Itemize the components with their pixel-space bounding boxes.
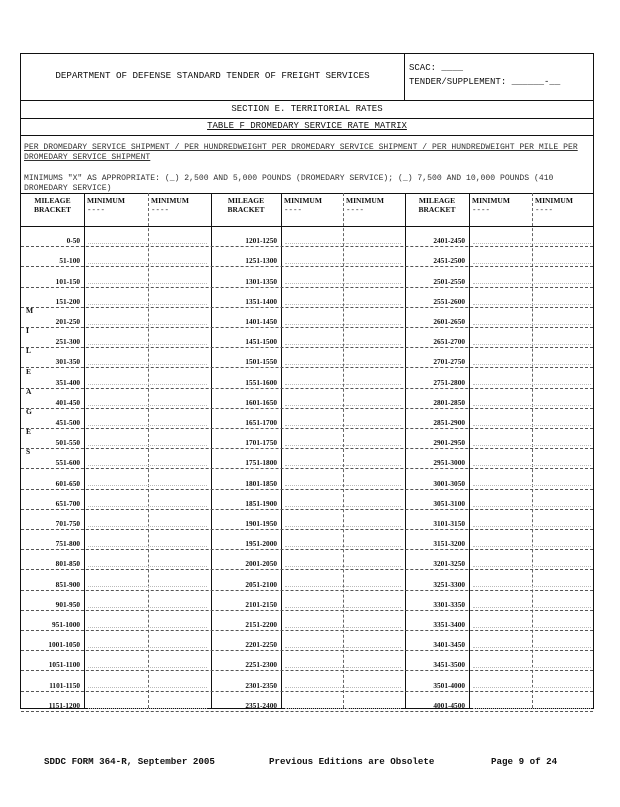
table-row [21,530,593,550]
minimum-rate-cell[interactable] [152,393,207,406]
table-row [21,328,593,348]
table-row [21,288,593,308]
mileage-bracket-cell: 351-400 [55,377,80,387]
minimum-rate-cell[interactable] [347,494,401,507]
minimum-header [284,196,322,216]
mileage-bracket-cell: 1651-1700 [245,417,277,427]
mileage-bracket-header: MILEAGE BRACKET [227,196,265,214]
minimum-rate-cell[interactable] [152,231,207,244]
table-row [21,469,593,489]
minimum-rate-cell[interactable] [536,332,591,345]
minimum-rate-cell[interactable] [152,615,207,628]
minimum-rate-cell[interactable] [536,271,591,284]
mileage-bracket-cell: 151-200 [55,296,80,306]
table-row [21,550,593,570]
minimum-label: MINIMUM [535,196,573,205]
mileage-bracket-cell: 2851-2900 [433,417,465,427]
minimum-rate-cell[interactable] [347,413,401,426]
table-row [21,651,593,671]
minimum-rate-cell[interactable] [536,453,591,466]
minimum-rate-cell[interactable] [536,574,591,587]
grid-top-rule [21,193,593,194]
minimum-label: MINIMUM [151,196,189,205]
mileage-bracket-cell: 1201-1250 [245,236,277,246]
mileage-bracket-cell: 0-50 [66,236,80,246]
mileage-bracket-cell: 3201-3250 [433,559,465,569]
mileage-bracket-cell: 301-350 [55,357,80,367]
mileage-bracket-cell: 3251-3300 [433,579,465,589]
minimum-rate-cell[interactable] [347,675,401,688]
mileage-bracket-cell: 3001-3050 [433,478,465,488]
mileage-bracket-cell: 2251-2300 [245,660,277,670]
mileage-bracket-cell: 1151-1200 [48,700,80,710]
minimum-rate-cell[interactable] [536,615,591,628]
minimum-rate-cell[interactable] [152,473,207,486]
page-number: Page 9 of 24 [491,756,558,767]
mileage-bracket-cell: 501-550 [55,438,80,448]
minimum-dash: ---- [87,207,106,215]
mileage-bracket-header: MILEAGE BRACKET [418,196,456,214]
minimum-rate-cell[interactable] [152,574,207,587]
mileage-bracket-cell: 1901-1950 [245,518,277,528]
section-title: SECTION E. TERRITORIAL RATES [21,100,593,119]
mileage-bracket-cell: 1701-1750 [245,438,277,448]
minimum-rate-cell[interactable] [347,696,401,709]
minimum-rate-cell[interactable] [536,595,591,608]
minimum-label: MINIMUM [346,196,384,205]
minimum-rate-cell[interactable] [152,312,207,325]
mileage-bracket-cell: 2951-3000 [433,458,465,468]
table-title [21,118,593,136]
mileage-bracket-cell: 1451-1500 [245,337,277,347]
minimum-rate-cell[interactable] [536,696,591,709]
minimum-dash: ---- [284,207,303,215]
table-row [21,227,593,247]
minimums-line: MINIMUMS "X" AS APPROPRIATE: (_) 2,500 AND 5,000 POUNDS (DROMEDARY SERVICE); (_) 7,500 AND 10,000 POUNDS (410 DROMEDARY SERVICE) [24,174,554,192]
minimum-rate-cell[interactable] [152,494,207,507]
tender-supplement-field[interactable]: TENDER/SUPPLEMENT: ______-__ [409,77,561,87]
mileage-bracket-cell: 2101-2150 [245,599,277,609]
minimum-rate-cell[interactable] [536,352,591,365]
table-row [21,611,593,631]
minimum-rate-cell[interactable] [152,332,207,345]
mileage-bracket-cell: 2651-2700 [433,337,465,347]
minimum-rate-cell[interactable] [536,312,591,325]
minimum-rate-cell[interactable] [152,514,207,527]
minimum-label: MINIMUM [472,196,510,205]
mileage-bracket-cell: 1751-1800 [245,458,277,468]
scac-field[interactable]: SCAC: ____ [409,63,464,73]
minimum-rate-cell[interactable] [536,292,591,305]
minimum-header [151,196,189,216]
mileage-bracket-cell: 3451-3500 [433,660,465,670]
mileage-bracket-cell: 2351-2400 [245,700,277,710]
vertical-label-letter: I [26,326,29,336]
table-row [21,308,593,328]
minimum-rate-cell[interactable] [152,352,207,365]
minimum-rate-cell[interactable] [536,433,591,446]
minimum-rate-cell[interactable] [152,372,207,385]
minimum-rate-cell[interactable] [152,696,207,709]
minimum-rate-cell[interactable] [536,413,591,426]
mileage-bracket-cell: 801-850 [55,559,80,569]
mileage-bracket-cell: 2501-2550 [433,276,465,286]
form-header [21,54,593,101]
mileage-bracket-cell: 51-100 [59,256,80,266]
table-title-text: TABLE F DROMEDARY SERVICE RATE MATRIX [207,121,407,131]
mileage-bracket-cell: 551-600 [55,458,80,468]
mileage-bracket-cell: 2601-2650 [433,316,465,326]
minimum-dash: ---- [472,207,491,215]
minimum-rate-cell[interactable] [152,433,207,446]
mileage-bracket-cell: 1051-1100 [48,660,80,670]
minimum-rate-cell[interactable] [536,231,591,244]
minimum-rate-cell[interactable] [347,453,401,466]
mileage-bracket-cell: 1801-1850 [245,478,277,488]
mileage-bracket-cell: 1001-1050 [48,640,80,650]
minimum-rate-cell[interactable] [347,534,401,547]
minimum-rate-cell[interactable] [536,494,591,507]
mileage-bracket-cell: 901-950 [55,599,80,609]
mileage-bracket-cell: 4001-4500 [433,700,465,710]
mileage-bracket-cell: 101-150 [55,276,80,286]
mileage-bracket-cell: 1401-1450 [245,316,277,326]
minimum-rate-cell[interactable] [347,615,401,628]
mileage-bracket-cell: 2401-2450 [433,236,465,246]
mileage-bracket-cell: 1351-1400 [245,296,277,306]
mileage-bracket-cell: 2701-2750 [433,357,465,367]
table-row [21,692,593,712]
mileage-bracket-cell: 201-250 [55,316,80,326]
vertical-label-letter: G [26,407,32,416]
minimum-rate-cell[interactable] [536,473,591,486]
minimum-rate-cell[interactable] [347,312,401,325]
minimum-rate-cell[interactable] [152,635,207,648]
mileage-bracket-cell: 2201-2250 [245,640,277,650]
mileage-bracket-cell: 2901-2950 [433,438,465,448]
mileage-bracket-cell: 3501-4000 [433,680,465,690]
minimum-header [535,196,573,216]
minimum-rate-cell[interactable] [347,655,401,668]
mileage-bracket-cell: 1301-1350 [245,276,277,286]
vertical-label-letter: S [26,447,31,457]
table-row [21,449,593,469]
mileage-bracket-cell: 1101-1150 [49,680,80,690]
minimum-rate-cell[interactable] [347,393,401,406]
minimum-rate-cell[interactable] [347,574,401,587]
minimum-rate-cell[interactable] [536,534,591,547]
minimum-rate-cell[interactable] [536,514,591,527]
minimum-rate-cell[interactable] [152,292,207,305]
table-row [21,267,593,287]
table-row [21,671,593,691]
mileage-bracket-cell: 601-650 [55,478,80,488]
mileage-bracket-cell: 3101-3150 [433,518,465,528]
minimum-rate-cell[interactable] [347,352,401,365]
table-row [21,386,593,409]
minimum-rate-cell[interactable] [152,554,207,567]
vertical-label-letter: A [26,386,32,396]
table-row [21,409,593,429]
mileage-bracket-cell: 701-750 [55,518,80,528]
minimum-rate-cell[interactable] [347,433,401,446]
header-divider [404,54,405,100]
mileage-bracket-cell: 2051-2100 [245,579,277,589]
mileage-bracket-cell: 2551-2600 [433,296,465,306]
minimum-rate-cell[interactable] [152,251,207,264]
mileage-bracket-cell: 951-1000 [52,619,80,629]
minimum-rate-cell[interactable] [347,514,401,527]
mileage-bracket-cell: 2751-2800 [433,377,465,387]
table-row [21,510,593,530]
minimum-rate-cell[interactable] [152,595,207,608]
mileage-bracket-cell: 1951-2000 [245,539,277,549]
minimum-rate-cell[interactable] [536,372,591,385]
mileage-bracket-cell: 1851-1900 [245,498,277,508]
mileage-bracket-cell: 1501-1550 [245,357,277,367]
mileage-bracket-cell: 3051-3100 [433,498,465,508]
vertical-label-letter: E [26,366,32,376]
table-row [21,570,593,590]
minimum-rate-cell[interactable] [536,675,591,688]
minimum-rate-cell[interactable] [152,453,207,466]
vertical-label-letter: E [26,427,32,437]
minimum-rate-cell[interactable] [536,251,591,264]
minimum-rate-cell[interactable] [347,332,401,345]
mileage-bracket-cell: 401-450 [55,397,80,407]
mileage-bracket-cell: 1601-1650 [245,397,277,407]
minimum-rate-cell[interactable] [536,635,591,648]
mileage-bracket-cell: 251-300 [55,337,80,347]
minimum-rate-cell[interactable] [347,595,401,608]
form-frame [20,53,594,709]
vertical-label-letter: M [26,306,34,315]
vertical-label-letter: L [26,346,32,356]
minimum-rate-cell[interactable] [347,251,401,264]
mileage-bracket-cell: 2001-2050 [245,559,277,569]
mileage-bracket-cell: 3301-3350 [433,599,465,609]
mileage-bracket-cell: 2451-2500 [433,256,465,266]
minimum-rate-cell[interactable] [152,655,207,668]
minimum-rate-cell[interactable] [347,635,401,648]
mileage-bracket-cell: 1551-1600 [245,377,277,387]
minimum-rate-cell[interactable] [152,271,207,284]
obsolete-note: Previous Editions are Obsolete [269,756,435,767]
document-title: DEPARTMENT OF DEFENSE STANDARD TENDER OF FREIGHT SERVICES [55,70,370,81]
minimum-header [472,196,510,216]
table-row [21,348,593,368]
minimum-dash: ---- [535,207,554,215]
mileage-bracket-cell: 2151-2200 [245,619,277,629]
minimum-header [346,196,384,216]
mileage-bracket-cell: 451-500 [55,417,80,427]
table-row [21,591,593,611]
mileage-bracket-cell: 3401-3450 [433,640,465,650]
table-row [21,368,593,388]
minimum-label: MINIMUM [284,196,322,205]
minimum-rate-cell[interactable] [347,292,401,305]
minimum-dash: ---- [151,207,170,215]
mileage-bracket-cell: 2301-2350 [245,680,277,690]
form-number: SDDC FORM 364-R, September 2005 [44,756,215,767]
mileage-bracket-cell: 2801-2850 [433,397,465,407]
mileage-bracket-header: MILEAGE BRACKET [33,196,72,214]
minimum-rate-cell[interactable] [152,675,207,688]
minimum-rate-cell[interactable] [347,372,401,385]
minimum-rate-cell[interactable] [152,534,207,547]
mileage-bracket-cell: 851-900 [55,579,80,589]
minimum-header [87,196,125,216]
minimum-rate-cell[interactable] [536,393,591,406]
table-row [21,429,593,449]
mileage-bracket-cell: 3151-3200 [433,539,465,549]
minimum-dash: ---- [346,207,365,215]
mileage-bracket-cell: 1251-1300 [245,256,277,266]
row-rule [21,711,593,712]
mileage-bracket-cell: 751-800 [55,539,80,549]
table-row [21,247,593,267]
minimum-rate-cell[interactable] [536,655,591,668]
mileage-bracket-cell: 3351-3400 [433,619,465,629]
minimum-rate-cell[interactable] [536,554,591,567]
minimum-rate-cell[interactable] [347,554,401,567]
table-row [21,631,593,651]
minimum-label: MINIMUM [87,196,125,205]
minimum-rate-cell[interactable] [347,231,401,244]
minimum-rate-cell[interactable] [347,473,401,486]
table-row [21,490,593,510]
minimum-rate-cell[interactable] [152,413,207,426]
per-shipment-line: PER DROMEDARY SERVICE SHIPMENT / PER HUNDREDWEIGHT PER DROMEDARY SERVICE SHIPMENT / PER HUNDREDWEIGHT PER MILE PER DROMEDARY SERVICE SHIPMENT [24,143,578,162]
mileage-bracket-cell: 651-700 [55,498,80,508]
minimum-rate-cell[interactable] [347,271,401,284]
